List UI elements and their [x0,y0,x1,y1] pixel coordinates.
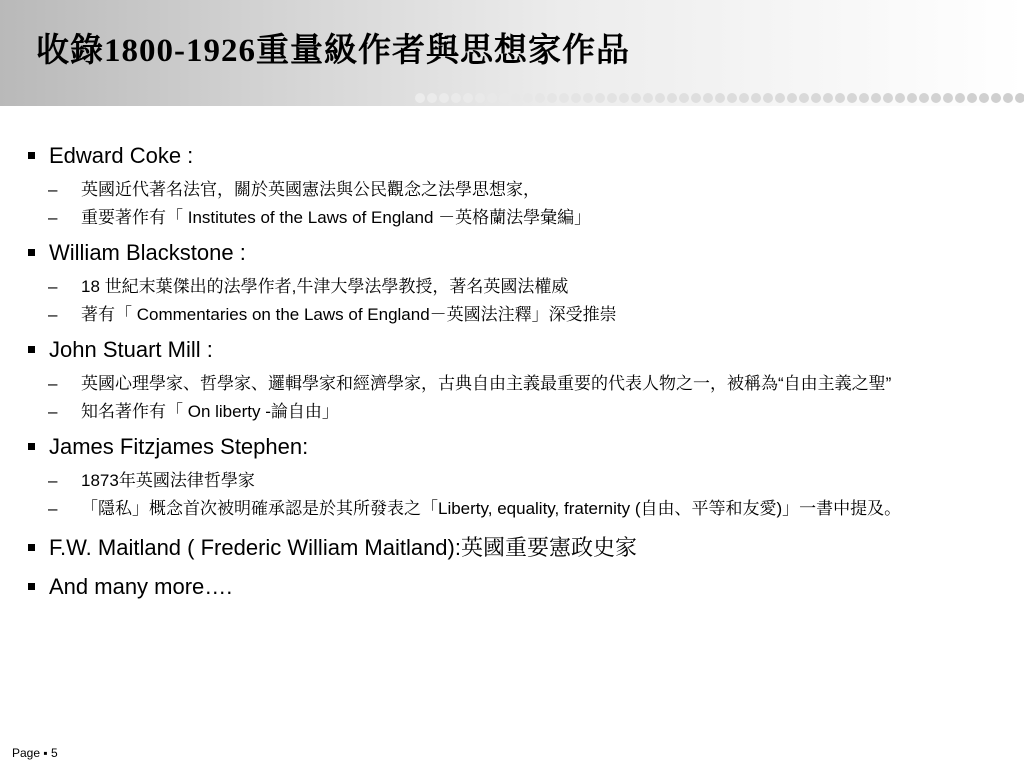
sub-bullet-item [28,401,998,423]
dash-bullet-icon: – [48,402,58,421]
sub-bullet-text: 知名著作有「 On liberty -論自由」 [81,402,339,421]
decorative-dot [583,93,593,103]
bullet-label: William Blackstone : [49,240,246,265]
decorative-dot [811,93,821,103]
decorative-dot [739,93,749,103]
decorative-dot [463,93,473,103]
decorative-dot [859,93,869,103]
decorative-dot [907,93,917,103]
bullet-item-maitland [28,530,998,565]
sub-bullet-text: 18 世紀末葉傑出的法學作者,牛津大學法學教授，著名英國法權威 [81,277,569,296]
decorative-dot [535,93,545,103]
decorative-dot [619,93,629,103]
sub-bullet-item [28,498,998,520]
decorative-dot [439,93,449,103]
dash-bullet-icon: – [48,305,58,324]
bullet-item-more [28,569,998,604]
dash-bullet-icon: – [48,471,58,490]
bullet-item-mill [28,332,998,367]
decorative-dot [763,93,773,103]
decorative-dot [715,93,725,103]
decorative-dot [607,93,617,103]
decorative-dot [631,93,641,103]
bullet-label: And many more…. [49,574,233,599]
bullet-item-blackstone [28,235,998,270]
sub-bullet-item [28,373,998,395]
decorative-dot [547,93,557,103]
sub-bullet-text: 英國近代著名法官，關於英國憲法與公民觀念之法學思想家， [81,180,540,199]
decorative-dot [751,93,761,103]
decorative-dot [943,93,953,103]
decorative-dot [967,93,977,103]
decorative-dot [955,93,965,103]
sub-bullet-item [28,179,998,201]
page-label: Page [12,746,41,760]
decorative-dot [895,93,905,103]
sub-bullet-item [28,276,998,298]
sub-bullet-text: 1873年英國法律哲學家 [81,471,255,490]
footer-separator: ▪ [43,746,48,760]
decorative-dot [691,93,701,103]
page-number: 5 [50,746,58,760]
sub-bullet-item [28,470,998,492]
bullet-label: Edward Coke : [49,143,194,168]
square-bullet-icon [28,583,35,590]
slide-title: 收錄1800-1926重量級作者與思想家作品 [36,33,630,69]
dash-bullet-icon: – [48,374,58,393]
decorative-dot [475,93,485,103]
page-footer [12,746,58,760]
bullet-label: James Fitzjames Stephen: [49,434,309,459]
sub-bullet-text: 著有「 Commentaries on the Laws of England－英國法注釋」深受推崇 [81,305,617,324]
bullet-label: John Stuart Mill : [49,337,213,362]
decorative-dot [727,93,737,103]
decorative-dot [595,93,605,103]
square-bullet-icon [28,443,35,450]
decorative-dot [679,93,689,103]
decorative-dot [499,93,509,103]
decorative-dot [775,93,785,103]
bullet-list [28,138,998,604]
decorative-dot [523,93,533,103]
decorative-dot [427,93,437,103]
decorative-dot [559,93,569,103]
decorative-dot [667,93,677,103]
decorative-dot [835,93,845,103]
decorative-dot [703,93,713,103]
decorative-dot [451,93,461,103]
decorative-dot [643,93,653,103]
title-banner [0,0,1024,106]
decorative-dot [823,93,833,103]
decorative-dot [871,93,881,103]
dash-bullet-icon: – [48,180,58,199]
decorative-dot [799,93,809,103]
bullet-label: F.W. Maitland ( Frederic William Maitland):英國重要憲政史家 [49,535,637,560]
decorative-dot [883,93,893,103]
sub-bullet-item [28,304,998,326]
decorative-dot [655,93,665,103]
square-bullet-icon [28,152,35,159]
decorative-dot [1003,93,1013,103]
dash-bullet-icon: – [48,277,58,296]
sub-bullet-text: 英國心理學家、哲學家、邏輯學家和經濟學家，古典自由主義最重要的代表人物之一，被稱為“自由主義之聖” [81,374,892,393]
square-bullet-icon [28,249,35,256]
decorative-dot [415,93,425,103]
sub-bullet-item [28,207,998,229]
dash-bullet-icon: – [48,499,58,518]
dash-bullet-icon: – [48,208,58,227]
decorative-dot [571,93,581,103]
bullet-item-coke [28,138,998,173]
decorative-dot [487,93,497,103]
decorative-dot [979,93,989,103]
sub-bullet-text: 重要著作有「 Institutes of the Laws of England －英格蘭法學彙編」 [81,208,592,227]
decorative-dot [931,93,941,103]
decorative-dot [919,93,929,103]
sub-bullet-text: 「隱私」概念首次被明確承認是於其所發表之「Liberty, equality, fraternity (自由、平等和友愛)」一書中提及。 [81,499,902,518]
decorative-dot [1015,93,1024,103]
square-bullet-icon [28,346,35,353]
dot-pattern-decoration [414,91,1024,105]
bullet-item-stephen [28,429,998,464]
decorative-dot [991,93,1001,103]
decorative-dot [511,93,521,103]
decorative-dot [787,93,797,103]
square-bullet-icon [28,544,35,551]
decorative-dot [847,93,857,103]
